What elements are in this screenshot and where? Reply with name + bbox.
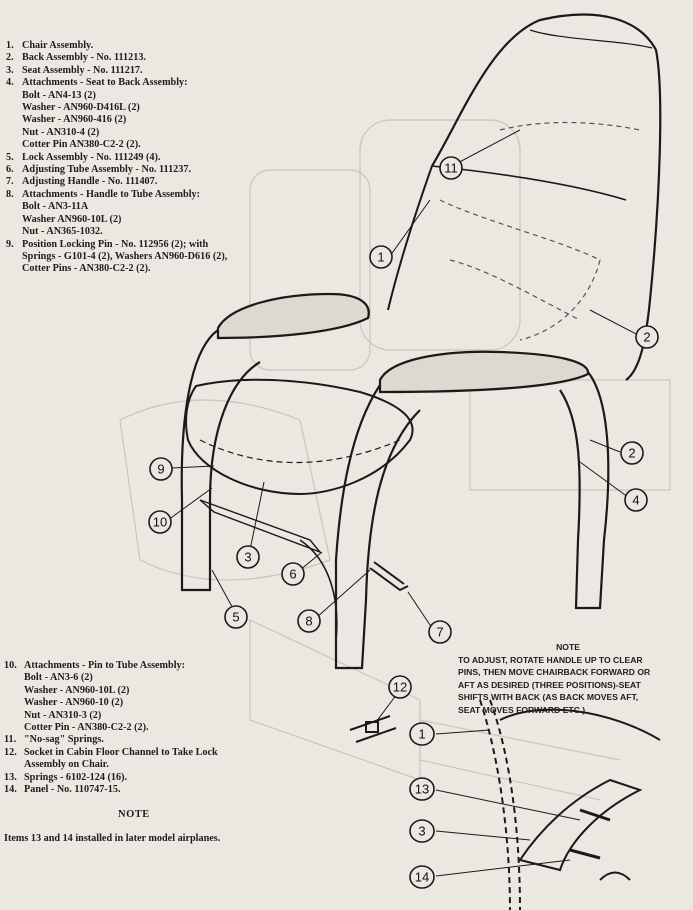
legend-item: 9. Position Locking Pin - No. 112956 (2); with [6,238,209,250]
callout-label: 1 [377,249,385,265]
legend-item: 4. Attachments - Seat to Back Assembly: [6,77,188,89]
callout-label: 3 [244,549,252,565]
legend-item: 3. Seat Assembly - No. 111217. [6,64,143,76]
callout-label: 8 [305,613,313,629]
bottom-note-text: Items 13 and 14 installed in later model airplanes. [4,833,221,844]
adjustment-note [458,641,690,717]
callout-label: 3 [418,823,426,839]
legend-item: 5. Lock Assembly - No. 111249 (4). [6,151,161,163]
legend-subitem: Washer - AN960-10 (2) [24,697,124,709]
adjustment-note-line: TO ADJUST, ROTATE HANDLE UP TO CLEAR [458,654,643,665]
legend-item: 14. Panel - No. 110747-15. [4,784,121,796]
callout-label: 5 [232,609,240,625]
seat [186,380,412,494]
callout-label: 6 [289,566,297,582]
legend-subitem: Nut - AN310-4 (2) [22,126,100,138]
legend-item: 10. Attachments - Pin to Tube Assembly: [4,660,186,671]
legend-subitem: Washer - AN960-416 (2) [22,114,127,126]
legend-item: 2. Back Assembly - No. 111213. [6,52,146,64]
leader-lines [168,130,640,876]
callout-label: 2 [643,329,651,345]
legend-item: 8. Attachments - Handle to Tube Assembly: [6,188,201,200]
legend-subitem: Nut - AN365-1032. [22,226,103,238]
legend-subitem: Cotter Pin AN380-C2-2 (2). [22,139,141,151]
callout-label: 7 [436,624,444,640]
adjustment-note-line: PINS, THEN MOVE CHAIRBACK FORWARD OR [458,667,651,678]
parts-legend-bottom [4,660,218,796]
callout-label: 4 [632,492,640,508]
legend-item: 6. Adjusting Tube Assembly - No. 111237. [6,164,191,176]
callout-label: 12 [392,679,408,695]
callout-label: 1 [418,726,426,742]
legend-subitem: Washer - AN960-D416L (2) [22,102,140,114]
legend-subitem: Washer AN960-10L (2) [22,213,122,225]
callout-numbers [153,161,651,885]
legend-subitem: Bolt - AN4-13 (2) [22,89,96,101]
adjustment-note-line: AFT AS DESIRED (THREE POSITIONS)-SEAT [458,679,641,690]
legend-subitem: Springs - G101-4 (2), Washers AN960-D616 (2), [22,250,228,262]
bottom-note-title: NOTE [118,809,150,820]
legend-subitem: Cotter Pins - AN380-C2-2 (2). [22,263,151,275]
legend-item: 11. "No-sag" Springs. [4,734,104,746]
legend-item: 13. Springs - 6102-124 (16). [4,771,128,783]
parts-legend-top [6,40,227,276]
legend-subitem: Washer - AN960-10L (2) [24,684,130,696]
legend-subitem: Nut - AN310-3 (2) [24,709,102,721]
callout-label: 14 [414,869,430,885]
adjusting-tube [370,562,408,590]
legend-subitem: Assembly on Chair. [24,759,109,771]
callout-label: 2 [628,445,636,461]
legend-item: 12. Socket in Cabin Floor Channel to Take Lock [4,746,218,758]
adjustment-note-line: SHIFTS WITH BACK (AS BACK MOVES AFT, [458,692,639,703]
legend-item: 7. Adjusting Handle - No. 111407. [6,176,158,188]
callout-label: 11 [444,160,458,176]
adjustment-note-title: NOTE [556,642,580,652]
armrests [218,294,588,392]
callout-label: 10 [152,514,168,530]
floor-socket-detail [350,716,396,742]
callout-label: 9 [157,461,165,477]
callout-label: 13 [414,781,430,797]
legend-subitem: Bolt - AN3-11A [22,201,89,213]
legend-item: 1. Chair Assembly. [6,40,94,51]
adjustment-note-line: SEAT MOVES FORWARD ETC.) [458,704,586,715]
legend-subitem: Cotter Pin - AN380-C2-2 (2). [24,722,149,734]
legend-subitem: Bolt - AN3-6 (2) [24,672,93,684]
